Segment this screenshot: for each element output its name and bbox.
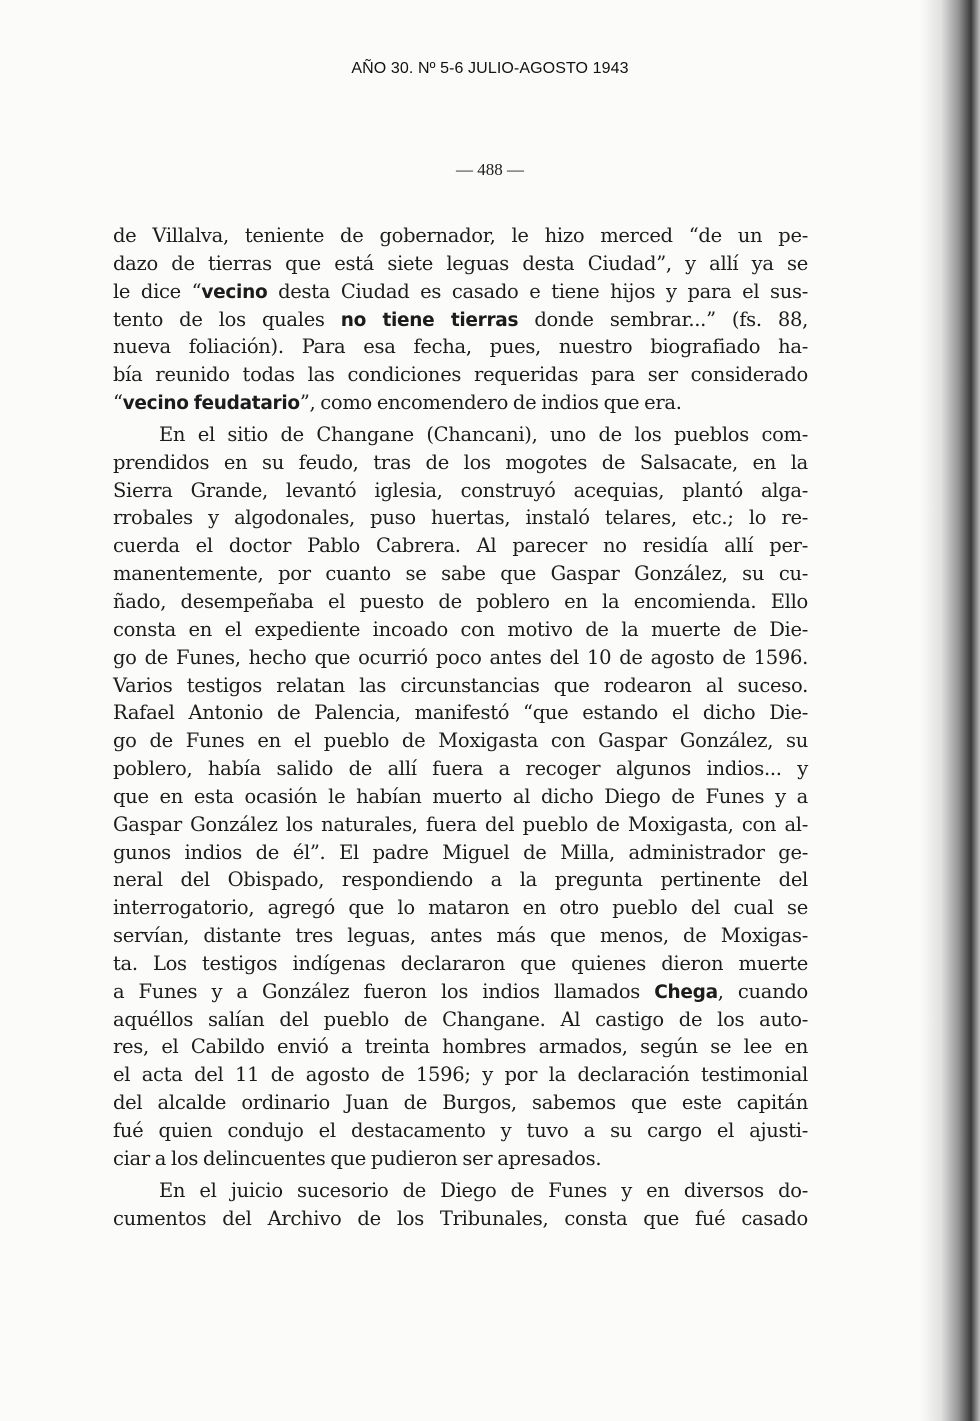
text-line	[113, 361, 808, 389]
text-segment: ñado, desempeñaba el puesto de poblero en la encomienda. Ello	[113, 589, 808, 613]
text-segment: ciar a los delincuentes que pudieron ser apresados.	[113, 1146, 602, 1170]
bold-text: Chega	[654, 981, 718, 1003]
text-line	[113, 278, 808, 306]
text-segment: “	[113, 391, 123, 415]
text-segment: , cuando	[717, 979, 808, 1003]
text-line	[113, 811, 808, 839]
text-segment: desta Ciudad es casado e tiene hijos y para el sus-	[267, 279, 809, 303]
text-segment: res, el Cabildo envió a treinta hombres armados, según se lee en	[113, 1035, 808, 1059]
page-number: — 488 —	[456, 160, 524, 179]
text-segment: dazo de tierras que está siete leguas desta Ciudad”, y allí ya se	[113, 251, 808, 275]
text-line	[113, 616, 808, 644]
text-segment: poblero, había salido de allí fuera a recoger algunos indios... y	[113, 757, 808, 781]
text-line	[113, 560, 808, 588]
text-segment: En el sitio de Changane (Chancani), uno de los pueblos com-	[159, 422, 808, 446]
text-segment: cuerda el doctor Pablo Cabrera. Al parecer no residía allí per-	[113, 534, 808, 558]
text-segment: go de Funes en el pueblo de Moxigasta con Gaspar González, su	[113, 729, 808, 753]
text-line	[113, 783, 808, 811]
text-line	[113, 1061, 808, 1089]
paragraph	[113, 421, 808, 1173]
text-line	[113, 922, 808, 950]
text-line	[113, 532, 808, 560]
text-segment: a Funes y a González fueron los indios llamados	[113, 979, 655, 1003]
journal-header: AÑO 30. Nº 5-6 JULIO-AGOSTO 1943	[351, 60, 629, 77]
text-line	[113, 222, 808, 250]
text-segment: donde sembrar...” (fs. 88,	[518, 307, 808, 331]
text-segment: que en esta ocasión le habían muerto al dicho Diego de Funes y a	[113, 784, 808, 808]
text-line	[113, 699, 808, 727]
text-segment: le dice “	[113, 279, 202, 303]
text-segment: go de Funes, hecho que ocurrió poco antes del 10 de agosto de 1596.	[113, 645, 808, 669]
text-line	[113, 866, 808, 894]
text-line	[113, 449, 808, 477]
text-line	[113, 389, 808, 417]
text-segment: manentemente, por cuanto se sabe que Gaspar González, su cu-	[113, 562, 808, 586]
text-line	[113, 894, 808, 922]
text-segment: fué quien condujo el destacamento y tuvo a su cargo el ajusti-	[113, 1119, 808, 1142]
bold-text: no tiene tierras	[340, 309, 519, 331]
text-segment: aquéllos salían del pueblo de Changane. Al castigo de los auto-	[113, 1007, 808, 1031]
text-segment: el acta del 11 de agosto de 1596; y por la declaración testimonial	[113, 1063, 808, 1087]
text-line	[113, 672, 808, 700]
text-segment: tento de los quales	[113, 307, 341, 331]
body-text	[113, 222, 808, 1236]
text-segment: Sierra Grande, levantó iglesia, construyó acequias, plantó alga-	[113, 478, 808, 502]
text-line	[113, 306, 808, 334]
text-line	[113, 504, 808, 532]
paragraph	[113, 222, 808, 417]
text-segment: nueva foliación). Para esa fecha, pues, nuestro biografiado ha-	[113, 335, 808, 359]
text-segment: consta en el expediente incoado con motivo de la muerte de Die-	[113, 617, 808, 641]
bold-text: vecino feudatario	[122, 393, 300, 415]
text-segment: del alcalde ordinario Juan de Burgos, sabemos que este capitán	[113, 1091, 808, 1115]
text-line	[113, 477, 808, 505]
text-line	[113, 1205, 808, 1233]
book-binding-shadow	[920, 0, 980, 1421]
text-segment: gunos indios de él”. El padre Miguel de Milla, administrador ge-	[113, 840, 808, 864]
text-segment: En el juicio sucesorio de Diego de Funes y en diversos do-	[159, 1178, 808, 1202]
text-line	[113, 1033, 808, 1061]
text-line	[113, 644, 808, 672]
text-line	[113, 950, 808, 978]
text-line	[113, 1117, 808, 1145]
text-segment: prendidos en su feudo, tras de los mogotes de Salsacate, en la	[113, 450, 808, 474]
text-segment: de Villalva, teniente de gobernador, le hizo merced “de un pe-	[113, 224, 808, 247]
text-segment: rrobales y algodonales, puso huertas, instaló telares, etc.; lo re-	[113, 506, 808, 530]
text-segment: Gaspar González los naturales, fuera del pueblo de Moxigasta, con al-	[113, 812, 808, 836]
text-segment: Rafael Antonio de Palencia, manifestó “que estando el dicho Die-	[113, 701, 808, 725]
text-line	[113, 1089, 808, 1117]
text-line	[113, 250, 808, 278]
text-segment: interrogatorio, agregó que lo mataron en otro pueblo del cual se	[113, 896, 808, 920]
text-line	[113, 588, 808, 616]
text-segment: ”, como encomendero de indios que era.	[299, 391, 682, 415]
text-line	[113, 839, 808, 867]
text-line	[113, 421, 808, 449]
text-line	[113, 1006, 808, 1034]
bold-text: vecino	[201, 281, 268, 303]
text-segment: neral del Obispado, respondiendo a la pregunta pertinente del	[113, 868, 808, 892]
text-line	[113, 755, 808, 783]
text-segment: cumentos del Archivo de los Tribunales, consta que fué casado	[113, 1206, 808, 1230]
text-segment: Varios testigos relatan las circunstancias que rodearon al suceso.	[113, 673, 808, 697]
text-segment: ta. Los testigos indígenas declararon que quienes dieron muerte	[113, 951, 808, 975]
paragraph	[113, 1177, 808, 1233]
text-line	[113, 1177, 808, 1205]
text-segment: bía reunido todas las condiciones requeridas para ser considerado	[113, 363, 808, 387]
text-line	[113, 333, 808, 361]
text-line	[113, 1145, 808, 1173]
text-line	[113, 727, 808, 755]
text-line	[113, 978, 808, 1006]
text-segment: servían, distante tres leguas, antes más que menos, de Moxigas-	[113, 924, 808, 948]
